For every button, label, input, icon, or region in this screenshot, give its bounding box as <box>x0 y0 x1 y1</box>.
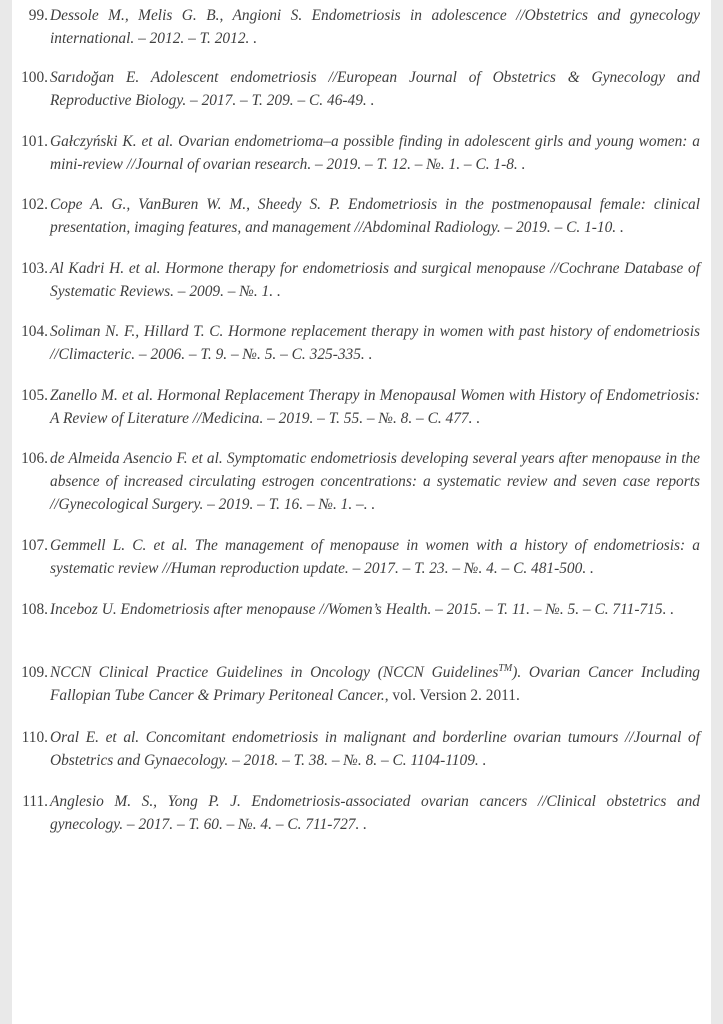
reference-text: Inceboz U. Endometriosis after menopause //Women’s Health. – 2015. – T. 11. – №. 5. – C. 711-715. . <box>50 601 675 618</box>
reference-number: 107. <box>21 537 48 554</box>
reference-text: Cope A. G., VanBuren W. M., Sheedy S. P. Endometriosis in the postmenopausal female: clinical presentation, imaging features, and management //Abdominal Radiology. – 2019. – C. 1-10. . <box>50 196 700 236</box>
reference-number: 108. <box>21 601 48 618</box>
reference-number: 101. <box>21 133 48 150</box>
reference-text: Sarıdoğan E. Adolescent endometriosis //European Journal of Obstetrics & Gynecology and Reproductive Biology. – 2017. – T. 209. – C. 46-49. . <box>50 69 700 109</box>
reference-text: Zanello M. et al. Hormonal Replacement Therapy in Menopausal Women with History of Endometriosis: A Review of Literature //Medicina. – 2019. – T. 55. – №. 8. – C. 477. . <box>50 387 700 427</box>
reference-number: 100. <box>21 69 48 86</box>
trademark-superscript: TM <box>498 663 513 674</box>
reference-number: 109. <box>21 664 48 681</box>
reference-text: Gemmell L. C. et al. The management of menopause in women with a history of endometriosis: a systematic review //Human reproduction update. – 2017. – T. 23. – №. 4. – C. 481-500. . <box>50 537 700 577</box>
reference-number: 102. <box>21 196 48 213</box>
reference-text: Anglesio M. S., Yong P. J. Endometriosis-associated ovarian cancers //Clinical obstetrics and gynecology. – 2017. – T. 60. – №. 4. – C. 711-727. . <box>50 793 700 833</box>
reference-number: 105. <box>21 387 48 404</box>
reference-number: 111. <box>22 793 48 810</box>
reference-number: 110. <box>21 729 48 746</box>
reference-number: 104. <box>21 323 48 340</box>
reference-text: Gałczyński K. et al. Ovarian endometrioma–a possible finding in adolescent girls and young women: a mini-review //Journal of ovarian research. – 2019. – T. 12. – №. 1. – C. 1-8. . <box>50 133 700 173</box>
reference-text <box>50 661 700 707</box>
reference-number: 103. <box>21 260 48 277</box>
reference-number: 99. <box>28 7 48 24</box>
reference-text: Soliman N. F., Hillard T. C. Hormone replacement therapy in women with past history of endometriosis //Climacteric. – 2006. – T. 9. – №. 5. – C. 325-335. . <box>50 323 700 363</box>
document-page <box>12 0 711 1024</box>
reference-text: Dessole M., Melis G. B., Angioni S. Endometriosis in adolescence //Obstetrics and gynecology international. – 2012. – T. 2012. . <box>50 7 700 47</box>
reference-text: Al Kadri H. et al. Hormone therapy for endometriosis and surgical menopause //Cochrane Database of Systematic Reviews. – 2009. – №. 1. . <box>50 260 700 300</box>
reference-text: de Almeida Asencio F. et al. Symptomatic endometriosis developing several years after menopause in the absence of increased circulating estrogen concentrations: a systematic review and seven case reports //Gynecological Surgery. – 2019. – T. 16. – №. 1. –. . <box>50 450 700 513</box>
reference-text-after: ). Ovarian Cancer Including Fallopian Tube Cancer & Primary Peritoneal Cancer. <box>50 664 700 704</box>
reference-number: 106. <box>21 450 48 467</box>
reference-text-volume: , vol. Version 2. 2011. <box>384 687 520 704</box>
reference-text-main: NCCN Clinical Practice Guidelines in Oncology (NCCN Guidelines <box>50 664 499 681</box>
reference-text: Oral E. et al. Concomitant endometriosis in malignant and borderline ovarian tumours //Journal of Obstetrics and Gynaecology. – 2018. – T. 38. – №. 8. – C. 1104-1109. . <box>50 729 700 769</box>
